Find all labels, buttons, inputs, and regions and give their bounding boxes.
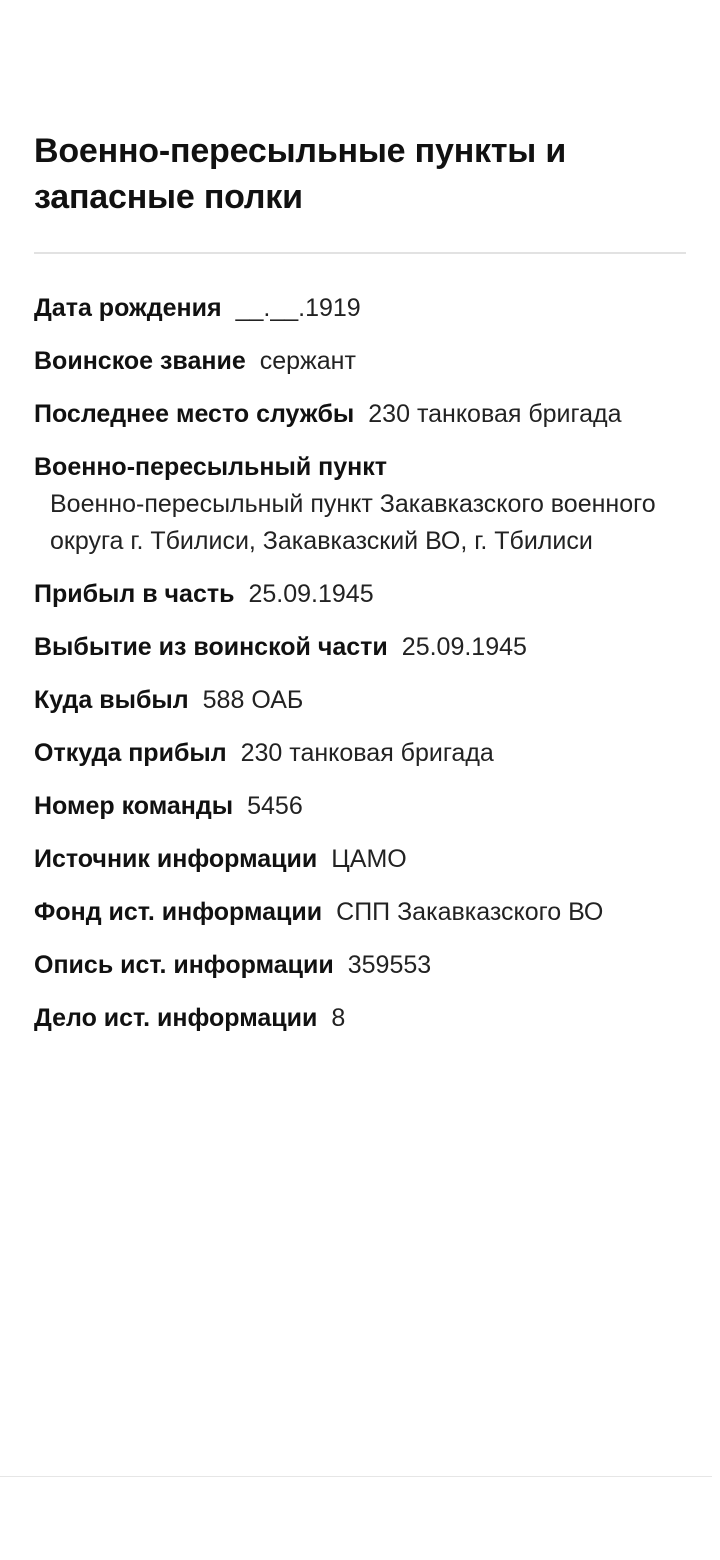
field-label: Прибыл в часть	[34, 580, 235, 608]
field-arrived-to-unit	[34, 576, 686, 613]
field-label: Воинское звание	[34, 347, 246, 375]
field-label: Источник информации	[34, 845, 318, 873]
field-value: ЦАМО	[331, 845, 407, 873]
field-label: Дата рождения	[34, 294, 222, 322]
field-value: 25.09.1945	[248, 580, 374, 608]
record-fields	[34, 290, 686, 1037]
field-source-file	[34, 1000, 686, 1037]
field-departure-from-unit	[34, 629, 686, 666]
field-arrived-from	[34, 735, 686, 772]
record-card-frame	[0, 56, 712, 1476]
field-value: 359553	[347, 951, 432, 979]
field-last-service-place	[34, 396, 686, 433]
field-value: 8	[331, 1004, 346, 1032]
field-label: Куда выбыл	[34, 686, 189, 714]
field-label: Военно-пересыльный пункт	[34, 453, 388, 481]
field-info-source	[34, 841, 686, 878]
divider	[34, 252, 686, 254]
field-value: Военно-пересыльный пункт Закавказского военного округа г. Тбилиси, Закавказский ВО, г. Тбилиси	[50, 490, 656, 555]
field-value: сержант	[259, 347, 356, 375]
field-label: Фонд ист. информации	[34, 898, 323, 926]
field-source-fund	[34, 894, 686, 931]
field-value: 230 танковая бригада	[368, 400, 622, 428]
field-team-number	[34, 788, 686, 825]
page-title: Военно-пересыльные пункты и запасные полки	[34, 132, 567, 216]
field-source-inventory	[34, 947, 686, 984]
field-label: Выбытие из воинской части	[34, 633, 388, 661]
field-military-rank	[34, 343, 686, 380]
field-label: Дело ист. информации	[34, 1004, 318, 1032]
card-edge	[716, 300, 720, 1090]
field-value: 230 танковая бригада	[240, 739, 494, 767]
field-departed-to	[34, 682, 686, 719]
field-label: Опись ист. информации	[34, 951, 334, 979]
field-birth-date	[34, 290, 686, 327]
field-value: __.__.1919	[235, 294, 361, 322]
field-value: 5456	[247, 792, 303, 820]
field-label: Откуда прибыл	[34, 739, 227, 767]
field-value: 588 ОАБ	[202, 686, 304, 714]
field-transit-point	[34, 449, 686, 560]
field-value: СПП Закавказского ВО	[336, 898, 604, 926]
field-label: Последнее место службы	[34, 400, 355, 428]
field-label: Номер команды	[34, 792, 234, 820]
record-card	[34, 56, 686, 1053]
field-value: 25.09.1945	[401, 633, 527, 661]
